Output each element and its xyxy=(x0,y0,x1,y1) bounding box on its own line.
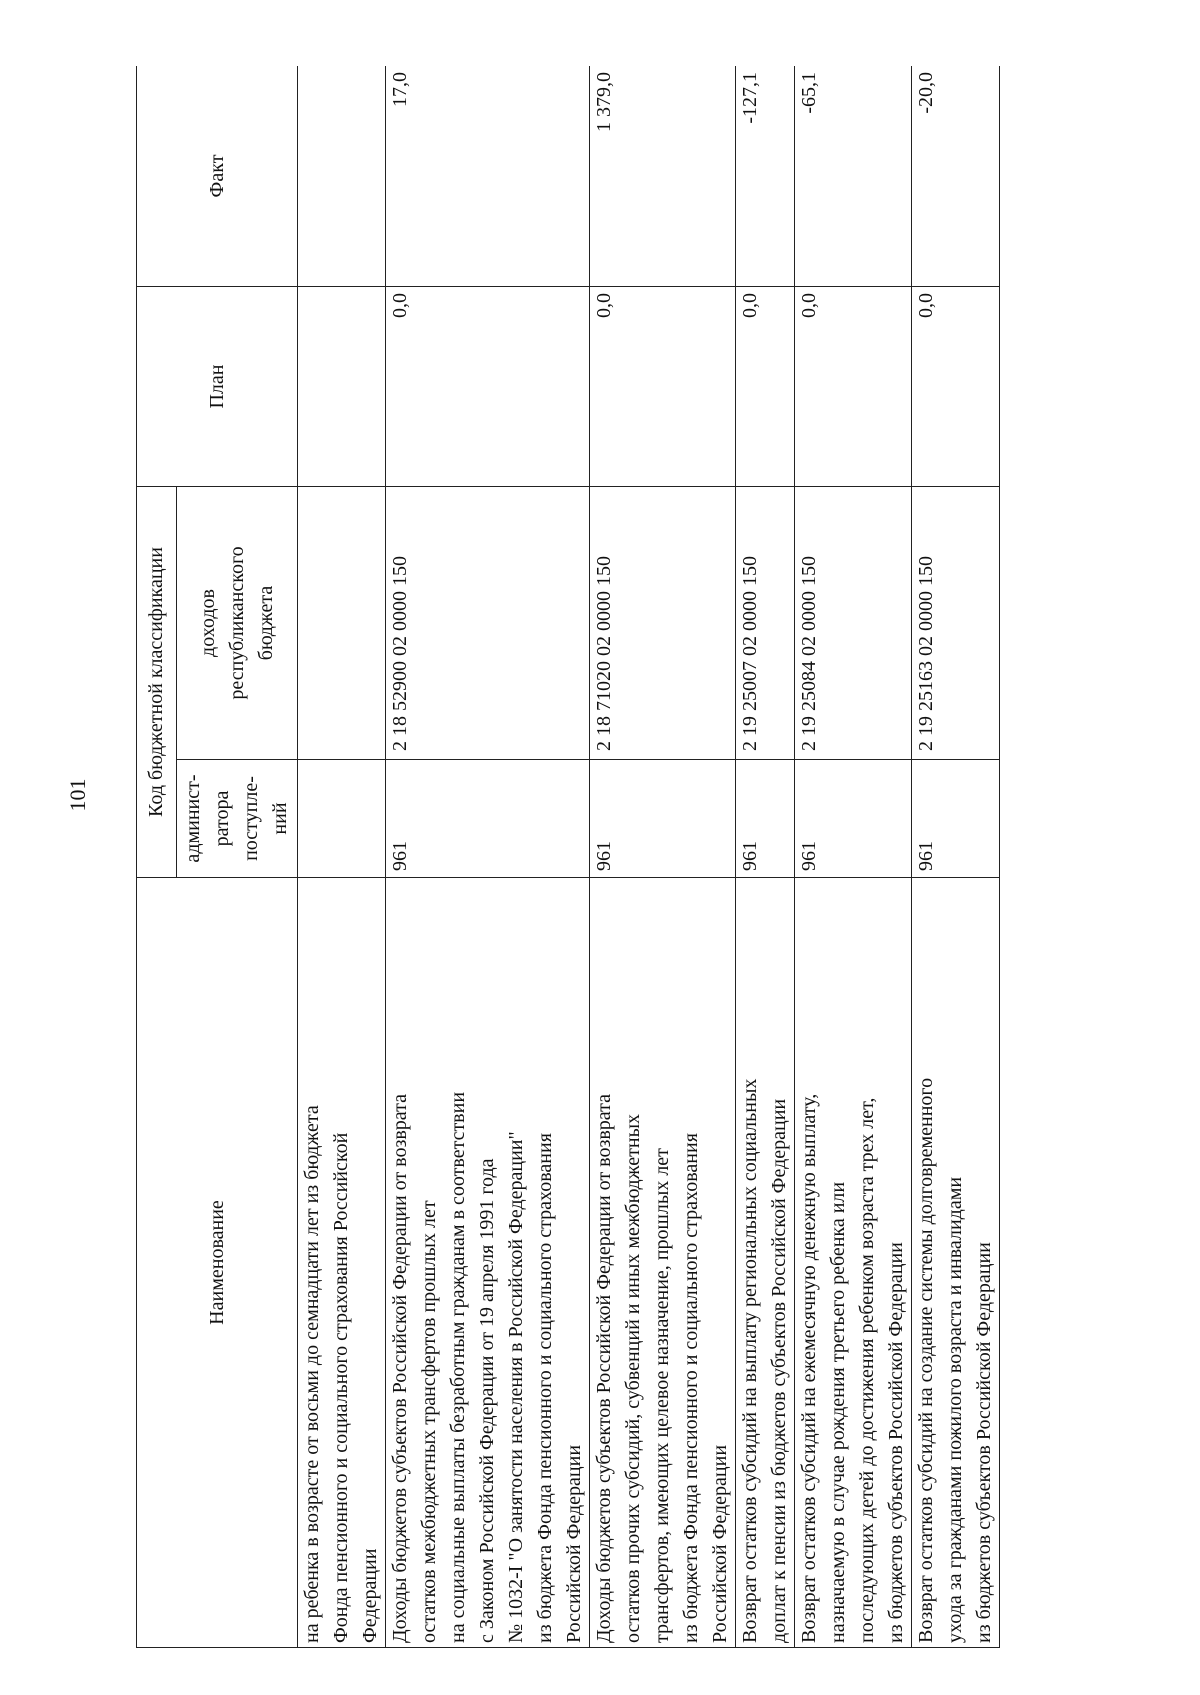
row-name xyxy=(912,878,1000,1648)
table-row xyxy=(736,66,795,1648)
row-income-code: 2 18 71020 02 0000 150 xyxy=(590,487,736,760)
row-admin-code: 961 xyxy=(912,760,1000,878)
row-name-line: остатков прочих субсидий, субвенций и иных межбюджетных xyxy=(622,1113,644,1643)
row-plan: 0,0 xyxy=(386,287,590,487)
row-name-line: назначаемую в случае рождения третьего ребенка или xyxy=(827,1181,849,1643)
row-admin-code: 961 xyxy=(590,760,736,878)
header-line: бюджета xyxy=(254,585,277,661)
row-name xyxy=(386,878,590,1648)
row-name-line: Доходы бюджетов субъектов Российской Федерации от возврата xyxy=(389,1093,411,1643)
header-line: доходов xyxy=(196,589,219,657)
row-name-line: из бюджетов субъектов Российской Федерации xyxy=(973,1242,995,1643)
row-name-line: ухода за гражданами пожилого возраста и инвалидами xyxy=(944,1176,966,1643)
row-name-line: трансфертов, имеющих целевое назначение, прошлых лет xyxy=(651,1148,673,1643)
row-income-code xyxy=(298,487,386,760)
row-name xyxy=(736,878,795,1648)
table-header xyxy=(137,66,298,1648)
page-number: 101 xyxy=(65,778,90,812)
row-fact: 17,0 xyxy=(386,66,590,287)
row-fact: -20,0 xyxy=(912,66,1000,287)
row-name-line: Доходы бюджетов субъектов Российской Федерации от возврата xyxy=(593,1093,615,1643)
header-income xyxy=(177,487,298,760)
row-name-line: из бюджетов субъектов Российской Федерации xyxy=(885,1242,907,1643)
table-row xyxy=(912,66,1000,1648)
row-name-line: доплат к пенсии из бюджетов субъектов Российской Федерации xyxy=(768,1098,790,1643)
header-line: ний xyxy=(269,802,291,835)
row-name-line: № 1032-I "О занятости населения в Российской Федерации" xyxy=(505,1131,527,1643)
row-plan: 0,0 xyxy=(590,287,736,487)
budget-income-table xyxy=(136,66,1000,1648)
row-admin-code: 961 xyxy=(736,760,795,878)
row-name xyxy=(795,878,912,1648)
row-name-line: на ребенка в возрасте от восьми до семнадцати лет из бюджета xyxy=(301,1105,323,1643)
table-row xyxy=(298,66,386,1648)
row-admin-code: 961 xyxy=(386,760,590,878)
row-name-line: из бюджета Фонда пенсионного и социального страхования xyxy=(680,1133,702,1643)
row-name-line: остатков межбюджетных трансфертов прошлых лет xyxy=(418,1200,440,1643)
table-row xyxy=(590,66,736,1648)
row-fact xyxy=(298,66,386,287)
row-income-code: 2 18 52900 02 0000 150 xyxy=(386,487,590,760)
header-code-group: Код бюджетной классификации xyxy=(137,487,177,878)
row-name-line: Фонда пенсионного и социального страхования Российской xyxy=(330,1132,352,1643)
row-name-line: Возврат остатков субсидий на создание системы долговременного xyxy=(915,1077,937,1643)
header-fact: Факт xyxy=(137,66,298,287)
row-fact: -127,1 xyxy=(736,66,795,287)
row-admin-code xyxy=(298,760,386,878)
row-plan: 0,0 xyxy=(795,287,912,487)
row-income-code: 2 19 25084 02 0000 150 xyxy=(795,487,912,760)
header-name: Наименование xyxy=(137,878,298,1648)
rotated-content xyxy=(136,66,1036,1648)
row-plan: 0,0 xyxy=(912,287,1000,487)
row-plan: 0,0 xyxy=(736,287,795,487)
row-income-code: 2 19 25007 02 0000 150 xyxy=(736,487,795,760)
row-plan xyxy=(298,287,386,487)
table-body xyxy=(298,66,1000,1648)
row-name-line: с Законом Российской Федерации от 19 апреля 1991 года xyxy=(476,1158,498,1643)
table-row xyxy=(386,66,590,1648)
row-name xyxy=(298,878,386,1648)
row-name-line: Возврат остатков субсидий на ежемесячную денежную выплату, xyxy=(798,1093,820,1643)
header-line: республиканского xyxy=(225,546,248,700)
row-income-code: 2 19 25163 02 0000 150 xyxy=(912,487,1000,760)
header-line: ратора xyxy=(211,790,233,847)
row-fact: -65,1 xyxy=(795,66,912,287)
header-plan: План xyxy=(137,287,298,487)
header-line: поступле- xyxy=(240,776,262,861)
row-name-line: Федерации xyxy=(359,1548,381,1643)
table-row xyxy=(795,66,912,1648)
row-admin-code: 961 xyxy=(795,760,912,878)
row-name-line: на социальные выплаты безработным гражданам в соответствии xyxy=(447,1091,469,1643)
rotated-page xyxy=(136,66,1036,1648)
row-name-line: последующих детей до достижения ребенком возраста трех лет, xyxy=(856,1097,878,1643)
row-name-line: Российской Федерации xyxy=(709,1444,731,1643)
header-line: админист- xyxy=(182,774,204,863)
row-name-line: из бюджета Фонда пенсионного и социального страхования xyxy=(534,1133,556,1643)
row-fact: 1 379,0 xyxy=(590,66,736,287)
row-name xyxy=(590,878,736,1648)
header-admin xyxy=(177,760,298,878)
row-name-line: Российской Федерации xyxy=(563,1444,585,1643)
row-name-line: Возврат остатков субсидий на выплату региональных социальных xyxy=(739,1078,761,1643)
